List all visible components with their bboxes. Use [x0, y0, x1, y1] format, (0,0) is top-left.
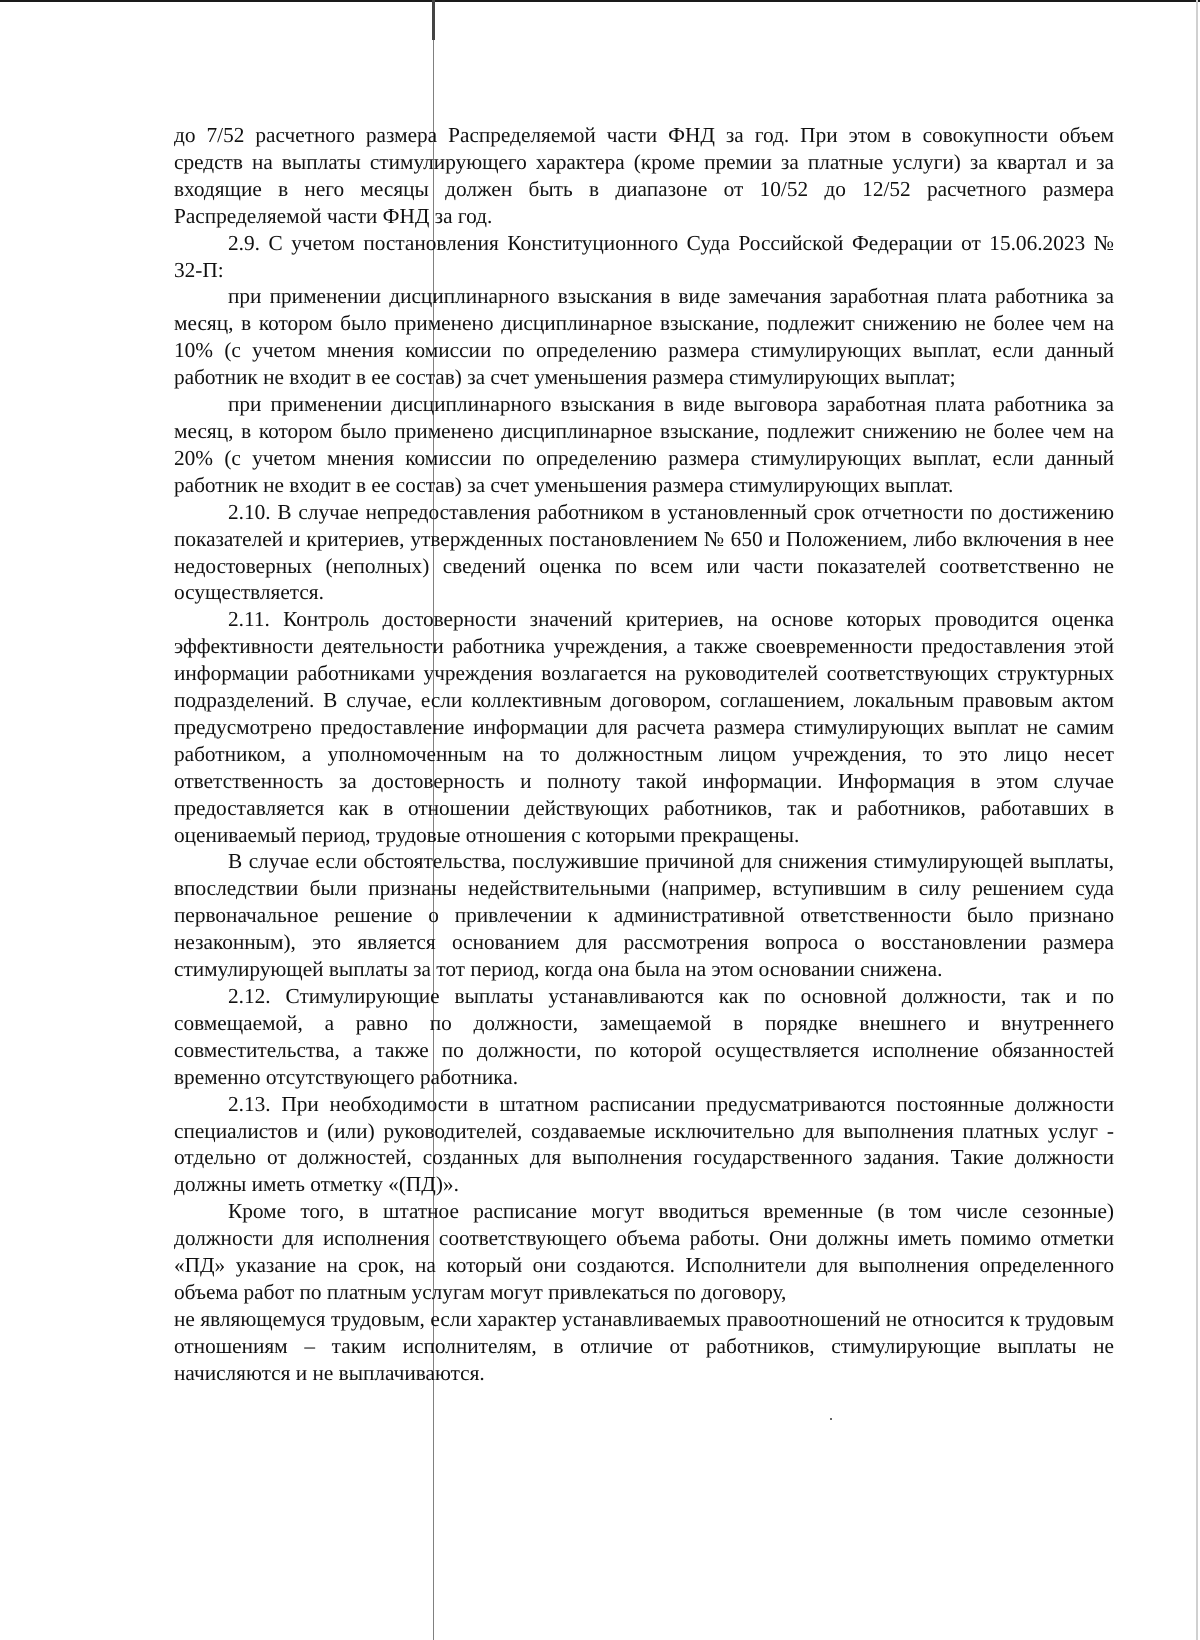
- paragraph-2-9: 2.9. С учетом постановления Конституционного Суда Российской Федерации от 15.06.2023 № 32-П:: [174, 230, 1114, 282]
- paragraph-circumstances: В случае если обстоятельства, послужившие причиной для снижения стимулирующей выплаты, впоследствии были признаны недействительными (например, вступившим в силу решением суда первоначальное решение о привлечении к административной ответственности было признано незаконным), это является основанием для рассмотрения вопроса о восстановлении размера стимулирующей выплаты за тот период, когда она была на этом основании снижена.: [174, 849, 1114, 982]
- paragraph-reprimand-remark: при применении дисциплинарного взыскания в виде замечания заработная плата работника за месяц, в котором было применено дисциплинарное взыскание, подлежит снижению не более чем на 10% (с учетом мнения комиссии по определению размера стимулирующих выплат, если данный работник не входит в ее состав) за счет уменьшения размера стимулирующих выплат;: [174, 284, 1114, 390]
- paragraph-non-labor-contract: не являющемуся трудовым, если характер устанавливаемых правоотношений не относится к трудовым отношениям – таким исполнителям, в отличие от работников, стимулирующие выплаты не начисляются и не выплачиваются.: [174, 1306, 1114, 1385]
- paragraph-temporary-positions: Кроме того, в штатное расписание могут вводиться временные (в том числе сезонные) должности для исполнения соответствующего объема работы. Они должны иметь помимо отметки «ПД» указание на срок, на который они создаются. Исполнители для выполнения определенного объема работ по платным услугам могут привлекаться по договору,: [174, 1199, 1114, 1304]
- scan-fold-mark: [432, 0, 435, 40]
- paragraph-2-11: 2.11. Контроль достоверности значений критериев, на основе которых проводится оценка эффективности деятельности работника учреждения, а также своевременности предоставления этой информации работниками учреждения возлагается на руководителей соответствующих структурных подразделений. В случае, если коллективным договором, соглашением, локальным правовым актом предусмотрено предоставление информации для расчета размера стимулирующих выплат не самим работником, а уполномоченным на то должностным лицом учреждения, то это лицо несет ответственность за достоверность и полноту такой информации. Информация в этом случае предоставляется как в отношении действующих работников, так и работников, работавших в оцениваемый период, трудовые отношения с которыми прекращены.: [174, 607, 1114, 847]
- paragraph-2-13: 2.13. При необходимости в штатном расписании предусматриваются постоянные должности специалистов и (или) руководителей, создаваемые исключительно для выполнения платных услуг - отдельно от должностей, созданных для выполнения государственного задания. Такие должности должны иметь отметку «(ПД)».: [174, 1091, 1114, 1197]
- scan-border-right: [1196, 0, 1198, 1640]
- scan-border-top: [0, 0, 1200, 2]
- paragraph-continuation: до 7/52 расчетного размера Распределяемой части ФНД за год. При этом в совокупности объем средств на выплаты стимулирующего характера (кроме премии за платные услуги) за квартал и за входящие в него месяцы должен быть в диапазоне от 10/52 до 12/52 расчетного размера Распределяемой части ФНД за год.: [174, 123, 1114, 228]
- document-body: [174, 122, 1114, 1387]
- paragraph-2-12: 2.12. Стимулирующие выплаты устанавливаются как по основной должности, так и по совмещаемой, а равно по должности, замещаемой в порядке внешнего и внутреннего совместительства, а также по должности, по которой осуществляется исполнение обязанностей временно отсутствующего работника.: [174, 984, 1114, 1089]
- paragraph-2-10: 2.10. В случае непредоставления работником в установленный срок отчетности по достижению показателей и критериев, утвержденных постановлением № 650 и Положением, либо включения в нее недостоверных (неполных) сведений оценка по всем или части показателей соответственно не осуществляется.: [174, 499, 1114, 605]
- paragraph-reprimand-rebuke: при применении дисциплинарного взыскания в виде выговора заработная плата работника за месяц, в котором было применено дисциплинарное взыскание, подлежит снижению не более чем на 20% (с учетом мнения комиссии по определению размера стимулирующих выплат, если данный работник не входит в ее состав) за счет уменьшения размера стимулирующих выплат.: [174, 392, 1114, 497]
- scan-speck: [830, 1418, 832, 1420]
